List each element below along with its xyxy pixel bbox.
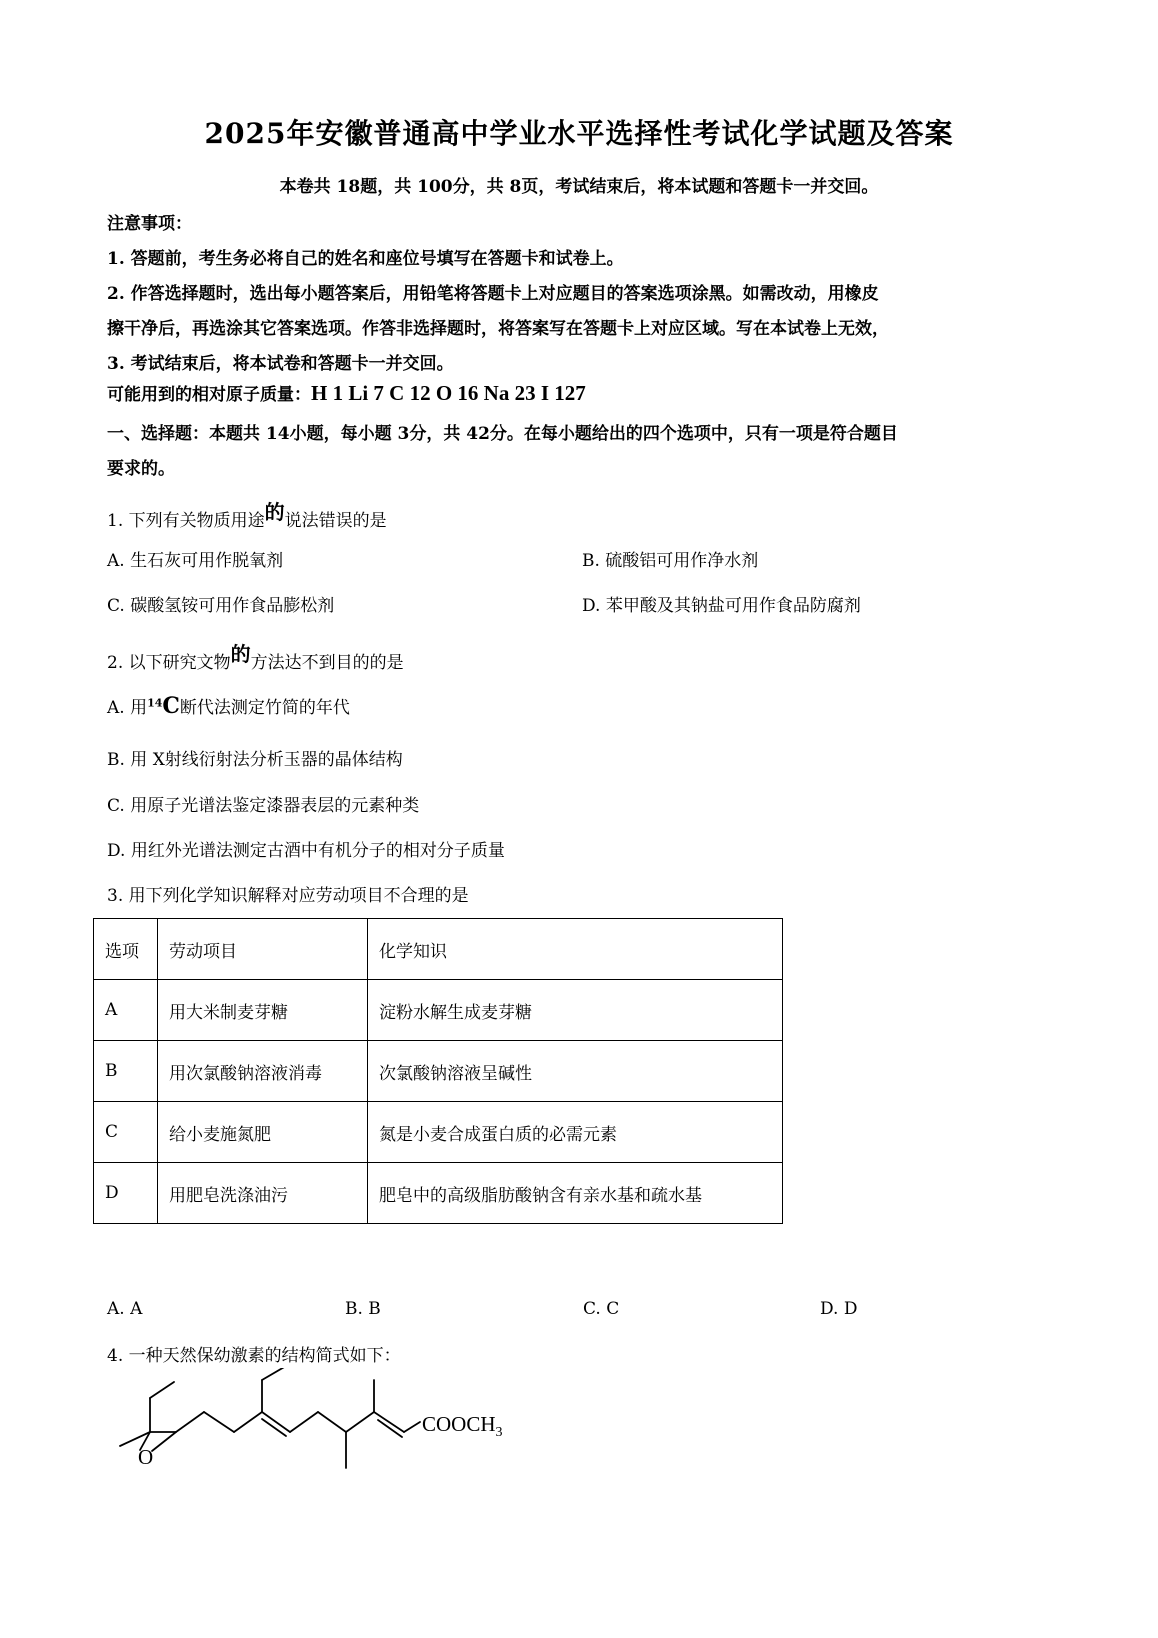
table-header-row (94, 919, 783, 980)
q2-option-c: C. 用原子光谱法鉴定漆器表层的元素种类 (107, 796, 420, 816)
juvenile-hormone-structure (110, 1368, 570, 1488)
page-title: 2025年安徽普通高中学业水平选择性考试化学试题及答案 (204, 117, 954, 150)
exam-subtitle: 本卷共 18题，共 100分，共 8页，考试结束后，将本试题和答题卡一并交回。 (279, 177, 879, 197)
notice-item-2-line-1: 2. 作答选择题时，选出每小题答案后，用铅笔将答题卡上对应题目的答案选项涂黑。如需改动，用橡皮 (107, 284, 879, 304)
chain-bond (290, 1412, 318, 1432)
chain-bond (234, 1412, 262, 1432)
chain-bond (204, 1412, 234, 1432)
ester-label: COOCH (422, 1412, 496, 1436)
q3-option-a: A. A (107, 1299, 143, 1319)
q2-stem-post: 方法达不到目的的是 (250, 653, 404, 673)
q1-stem-pre: 1. 下列有关物质用途 (107, 511, 265, 531)
table-cell: 给小麦施氮肥 (158, 1102, 368, 1163)
notice-item-2-line-2: 擦干净后，再选涂其它答案选项。作答非选择题时，将答案写在答题卡上对应区域。写在本试卷上无效， (107, 319, 889, 339)
q3-stem: 3. 用下列化学知识解释对应劳动项目不合理的是 (107, 886, 469, 906)
table-cell: A (94, 980, 158, 1041)
q1-option-c: C. 碳酸氢铵可用作食品膨松剂 (107, 596, 335, 616)
c14-mass-number: 14 (147, 696, 163, 710)
ester-subscript: 3 (495, 1425, 503, 1440)
table-cell: D (94, 1163, 158, 1224)
table-cell: B (94, 1041, 158, 1102)
chain-bond (318, 1412, 346, 1432)
section-1-heading: 一、选择题：本题共 14小题，每小题 3分，共 42分。在每小题给出的四个选项中，只有一项是符合题目 (107, 424, 898, 444)
q3-option-d: D. D (820, 1299, 858, 1319)
atomic-mass-values: H 1 Li 7 C 12 O 16 Na 23 I 127 (311, 381, 586, 405)
q2-option-a (107, 693, 350, 719)
q1-stem-post: 说法错误的是 (284, 511, 387, 531)
table-cell: 用肥皂洗涤油污 (158, 1163, 368, 1224)
epoxide-oxygen-label: O (138, 1445, 154, 1469)
table-row (94, 1163, 783, 1224)
epoxide-bond (152, 1432, 176, 1451)
q2-option-b: B. 用 X射线衍射法分析玉器的晶体结构 (107, 750, 403, 770)
table-row (94, 980, 783, 1041)
notice-item-1: 1. 答题前，考生务必将自己的姓名和座位号填写在答题卡和试卷上。 (107, 249, 624, 269)
q3-table (93, 918, 783, 1224)
q2-stem-pre: 2. 以下研究文物 (107, 653, 231, 673)
table-row (94, 1041, 783, 1102)
ethyl-bond (150, 1382, 174, 1398)
ester-group-label (422, 1412, 503, 1440)
atomic-mass-label: 可能用到的相对原子质量： (107, 385, 311, 405)
q4-stem: 4. 一种天然保幼激素的结构简式如下： (107, 1346, 401, 1366)
table-cell: 淀粉水解生成麦芽糖 (368, 980, 783, 1041)
table-cell: 肥皂中的高级脂肪酸钠含有亲水基和疏水基 (368, 1163, 783, 1224)
q2-stem (107, 642, 404, 674)
q2-option-a-pre: A. 用 (107, 698, 148, 718)
q1-option-a: A. 生石灰可用作脱氧剂 (107, 551, 284, 571)
table-header-cell: 选项 (94, 919, 158, 980)
table-cell: 用大米制麦芽糖 (158, 980, 368, 1041)
q3-option-b: B. B (345, 1299, 381, 1319)
q1-option-d: D. 苯甲酸及其钠盐可用作食品防腐剂 (582, 596, 861, 616)
table-cell: C (94, 1102, 158, 1163)
notice-item-3: 3. 考试结束后，将本试卷和答题卡一并交回。 (107, 354, 454, 374)
section-1-heading-cont: 要求的。 (107, 459, 175, 479)
ethyl-bond (262, 1368, 286, 1380)
q1-option-b: B. 硫酸铝可用作净水剂 (582, 551, 759, 571)
table-cell: 氮是小麦合成蛋白质的必需元素 (368, 1102, 783, 1163)
table-cell: 次氯酸钠溶液呈碱性 (368, 1041, 783, 1102)
chain-bond (176, 1412, 204, 1432)
double-bond (374, 1412, 404, 1432)
table-header-cell: 化学知识 (368, 919, 783, 980)
atomic-mass-line (107, 380, 586, 406)
notice-heading: 注意事项： (107, 214, 192, 234)
q1-stem-de: 的 (264, 500, 285, 524)
q1-stem (107, 500, 387, 532)
q2-option-d: D. 用红外光谱法测定古酒中有机分子的相对分子质量 (107, 841, 505, 861)
c14-symbol: C (162, 693, 180, 719)
q3-option-c: C. C (583, 1299, 620, 1319)
chain-bond (346, 1412, 374, 1432)
table-header-cell: 劳动项目 (158, 919, 368, 980)
table-cell: 用次氯酸钠溶液消毒 (158, 1041, 368, 1102)
q2-stem-de: 的 (230, 642, 251, 666)
q2-option-a-post: 断代法测定竹简的年代 (179, 698, 350, 718)
ester-bond (404, 1422, 420, 1432)
table-row (94, 1102, 783, 1163)
